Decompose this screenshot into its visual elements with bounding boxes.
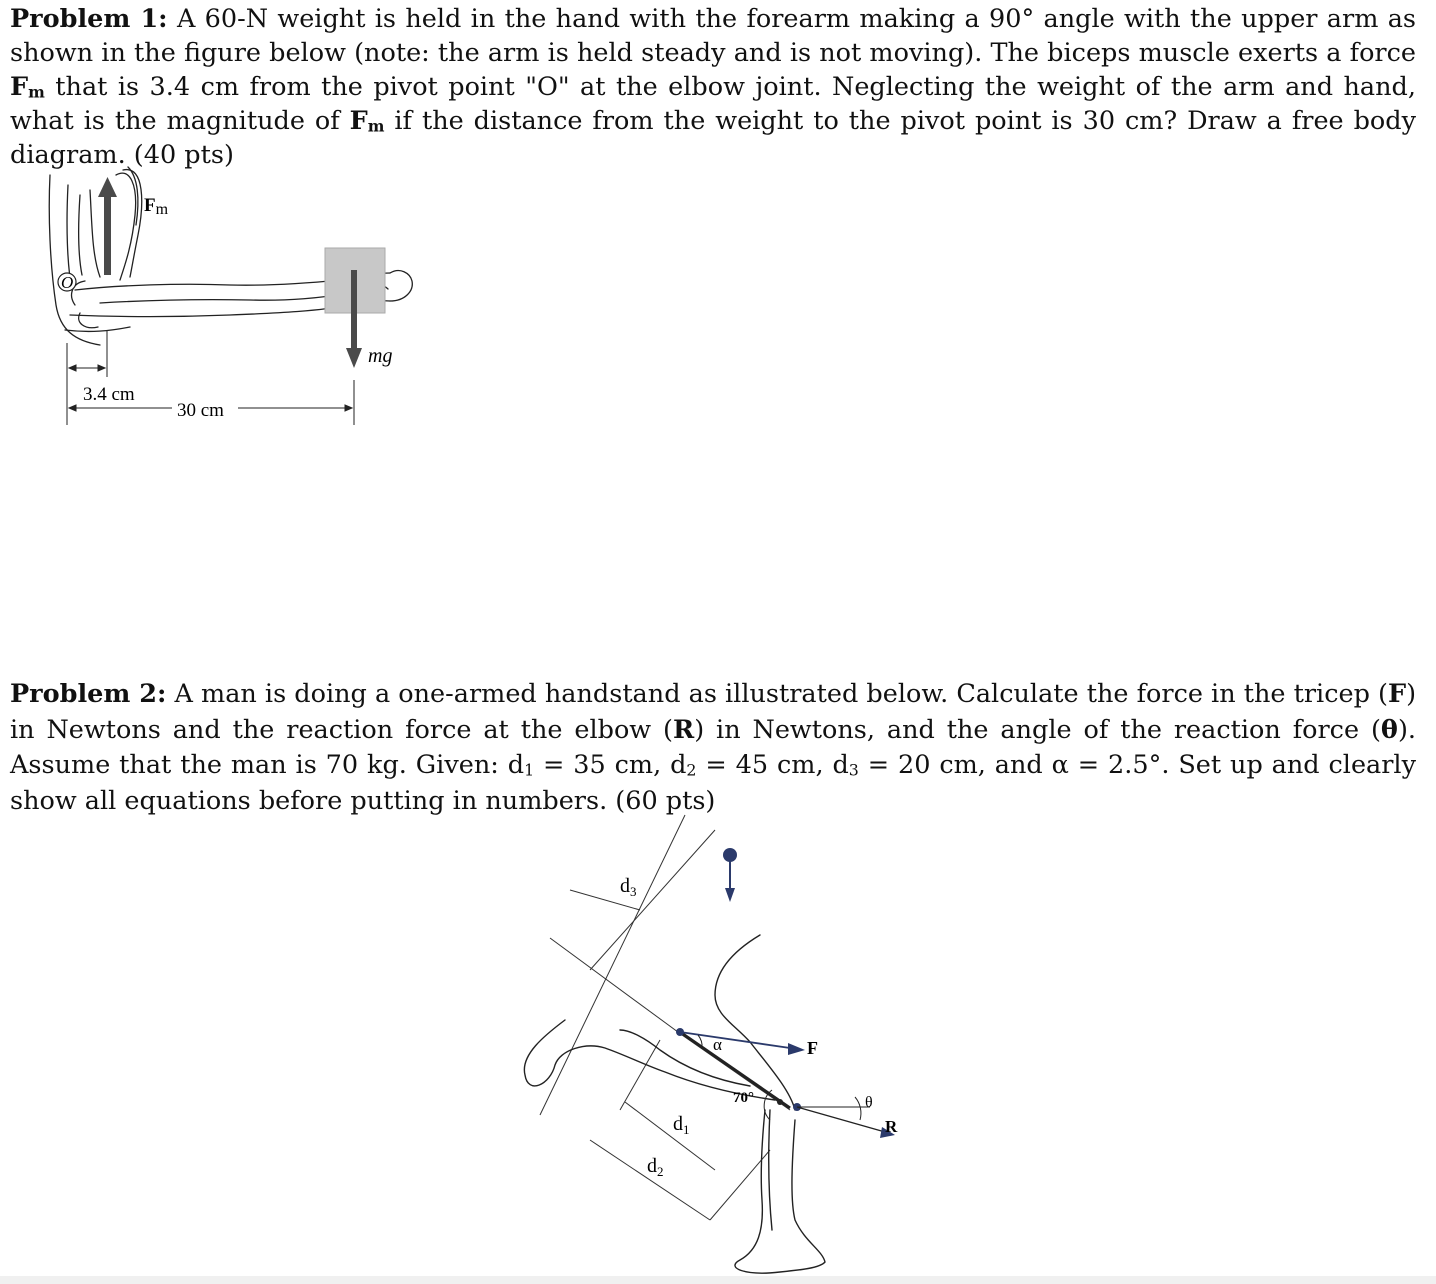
theta-label: θ <box>865 1094 873 1111</box>
problem-2-statement: Problem 2: A man is doing a one-armed handstand as illustrated below. Calculate the force in the tricep (F) in Newtons and the reaction force at the elbow (R) in Newtons, and the angle of the reaction force (θ). Assume that the man is 70 kg. Given: $d_1 = 35$ cm, $d_2 = 45$ cm, $d_3 = 20$ cm, and α = 2.5°. Set up and clearly show all equations before putting in numbers. (60 pts) <box>10 679 1417 816</box>
theta-symbol: θ <box>1380 714 1398 745</box>
weight-arrow-head <box>725 888 735 902</box>
f-symbol: F <box>1387 679 1407 709</box>
upper-arm-outline <box>49 175 100 345</box>
r-label: R <box>885 1117 898 1136</box>
body-line-left <box>540 815 685 1115</box>
pivot-label: O <box>61 273 74 292</box>
problem-1-text-a: A 60-N weight is held in the hand with the forearm making a 90° angle with the upper arm as shown in the figure below (note: the arm is held steady and is not moving). The biceps muscle exerts a force <box>10 4 1416 68</box>
mg-label: mg <box>368 345 393 367</box>
forearm-figure <box>20 155 440 440</box>
r-symbol: R <box>672 714 695 745</box>
problem-1-statement <box>10 2 1416 172</box>
hand-outline <box>390 271 412 301</box>
f-label: F <box>807 1038 818 1058</box>
d1-label: $d_1$ <box>673 1113 690 1137</box>
problem-1-label: Problem 1: <box>10 4 168 34</box>
fm-arrow <box>98 177 117 275</box>
d3-label: $d_3$ <box>620 875 637 899</box>
dist-large-label: 30 cm <box>177 400 224 421</box>
dist-small-label: 3.4 cm <box>83 384 135 405</box>
fm-label: Fm <box>144 195 169 218</box>
d2-label: $d_2$ <box>647 1155 664 1179</box>
alpha-label: α <box>713 1035 722 1054</box>
arm-outline <box>524 1020 775 1100</box>
problem-1-text-b: that is 3.4 cm from the pivot point "O" at the elbow joint. Neglecting the weight of the arm and hand, what is the magnitude of <box>10 72 1416 136</box>
fm-symbol: $F_m$ <box>10 72 45 102</box>
body-line-right <box>590 830 715 970</box>
page-bottom-strip <box>0 1276 1436 1284</box>
fm-symbol-2: $F_m$ <box>349 106 385 136</box>
problem-1-text-c: if the distance from the weight to the pivot point is 30 cm? Draw a free body diagram. (40 pts) <box>10 106 1416 170</box>
angle-70-label: 70° <box>733 1090 754 1106</box>
handstand-figure <box>500 810 920 1280</box>
forearm-outline-2 <box>735 1110 825 1273</box>
problem-2-label: Problem 2: <box>10 679 167 709</box>
